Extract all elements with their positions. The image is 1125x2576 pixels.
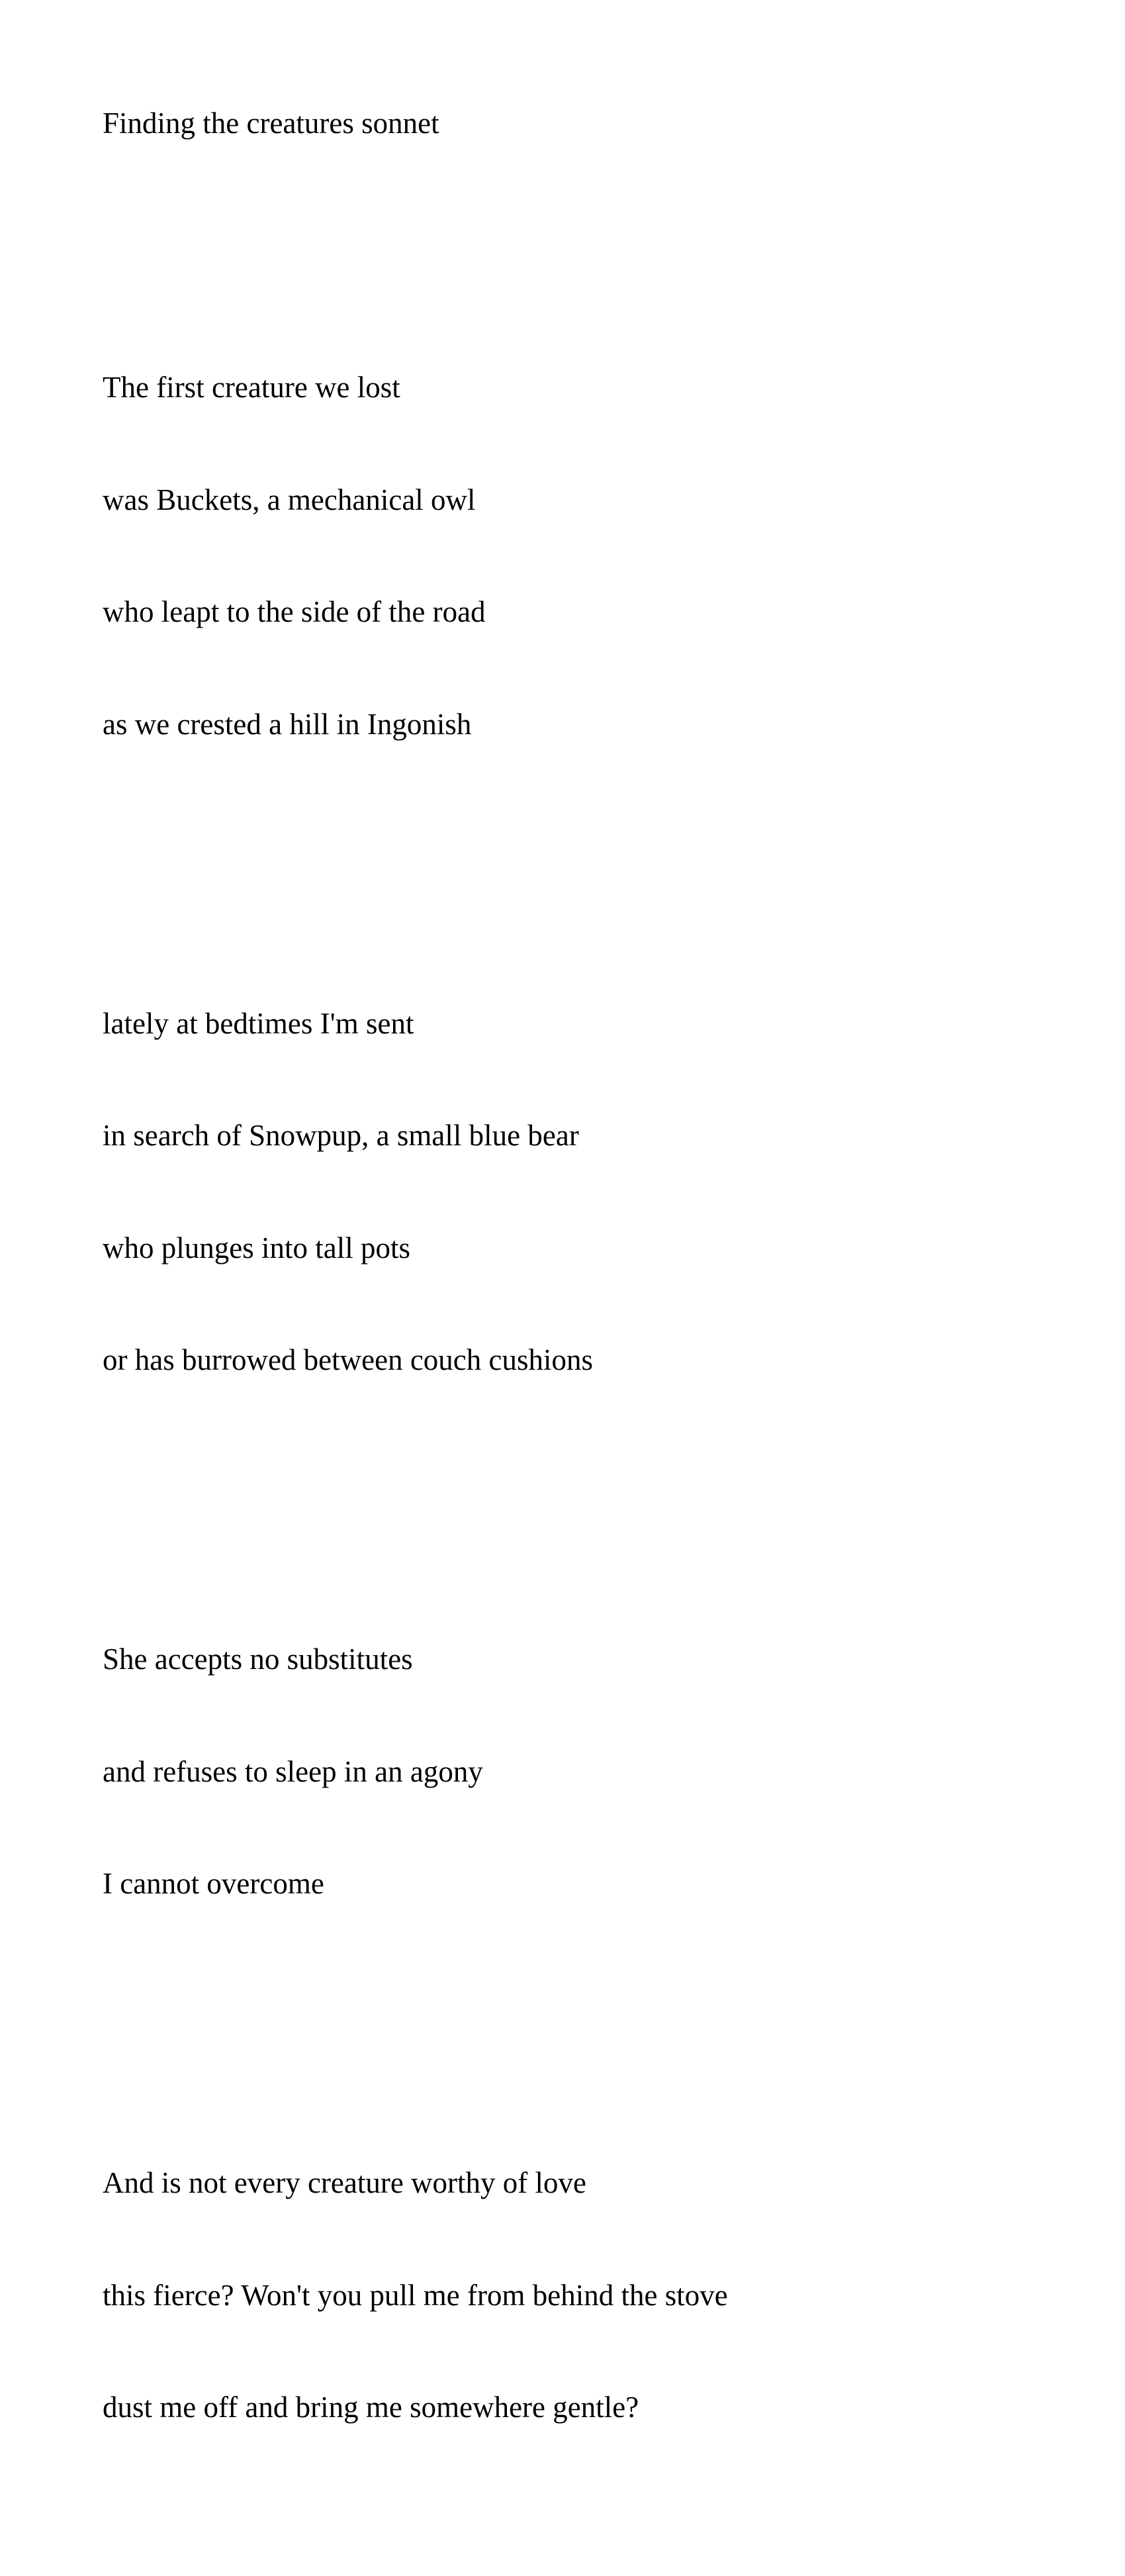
poem-line: this fierce? Won't you pull me from behind the stove	[103, 2278, 728, 2312]
poem-line: lately at bedtimes I'm sent	[103, 1006, 414, 1040]
poem-line: And is not every creature worthy of love	[103, 2166, 587, 2199]
poem-line: as we crested a hill in Ingonish	[103, 707, 472, 741]
poem-title: Finding the creatures sonnet	[103, 107, 439, 140]
poem-line: The first creature we lost	[103, 371, 400, 404]
poem-line: was Buckets, a mechanical owl	[103, 483, 476, 516]
stanza-3	[103, 1566, 728, 1978]
stanza-4	[103, 2089, 728, 2501]
poem-line: She accepts no substitutes	[103, 1643, 413, 1676]
poem-line: and refuses to sleep in an agony	[103, 1754, 483, 1788]
poem-line: I cannot overcome	[103, 1867, 324, 1900]
poem-line: who plunges into tall pots	[103, 1231, 410, 1264]
poem-line: dust me off and bring me somewhere gentle?	[103, 2391, 639, 2424]
poem-body	[103, 219, 728, 2576]
stanza-1	[103, 294, 728, 818]
poem-line: in search of Snowpup, a small blue bear	[103, 1119, 579, 1152]
poem-line: or has burrowed between couch cushions	[103, 1343, 594, 1376]
stanza-2	[103, 930, 728, 1454]
poem-line: who leapt to the side of the road	[103, 595, 486, 628]
